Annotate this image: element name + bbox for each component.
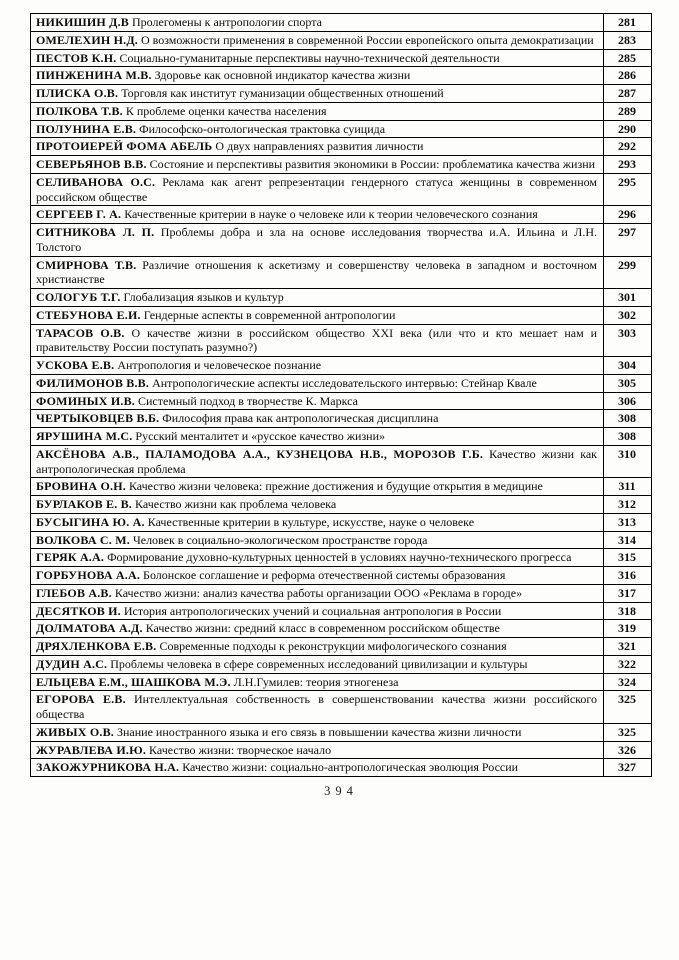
table-row: [31, 445, 652, 478]
table-row: [31, 14, 652, 32]
entry-text: [31, 256, 604, 289]
entry-author: ДЕСЯТКОВ И.: [36, 603, 121, 618]
toc-table: [30, 13, 652, 777]
entry-title: Русский менталитет и «русское качество жизни»: [132, 429, 386, 443]
entry-text: [31, 513, 604, 531]
entry-text: [31, 691, 604, 724]
entry-author: ЖУРАВЛЕВА И.Ю.: [36, 742, 147, 757]
entry-author: ФИЛИМОНОВ В.В.: [36, 375, 150, 390]
entry-title: Качество жизни: анализ качества работы организации ООО «Реклама в городе»: [111, 585, 523, 600]
entry-page: 322: [604, 655, 652, 673]
entry-author: ПОЛКОВА Т.В.: [36, 103, 123, 118]
entry-page: 293: [604, 156, 652, 174]
entry-author: УСКОВА Е.В.: [36, 358, 115, 372]
entry-text: [31, 759, 604, 777]
entry-page: 283: [604, 31, 652, 49]
entry-text: [31, 549, 604, 567]
entry-page: 285: [604, 49, 652, 67]
entry-author: СЕВЕРЬЯНОВ В.В.: [36, 157, 147, 171]
table-row: [31, 620, 652, 638]
entry-text: [31, 173, 604, 206]
entry-text: [31, 723, 604, 741]
entry-page: 306: [604, 392, 652, 410]
entry-page: 311: [604, 478, 652, 496]
entry-title: Качество жизни человека: прежние достижения и будущие открытия в медицине: [125, 479, 543, 494]
entry-page: 304: [604, 357, 652, 375]
entry-page: 312: [604, 496, 652, 514]
entry-page: 289: [604, 102, 652, 120]
entry-text: [31, 357, 604, 375]
entry-text: [31, 673, 604, 691]
table-row: [31, 224, 652, 257]
entry-page: 321: [604, 638, 652, 656]
entry-author: ЖИВЫХ О.В.: [36, 724, 114, 739]
entry-title: Реклама как агент репрезентации гендерного статуса женщины в современном российском обществе: [36, 174, 597, 204]
entry-title: Гендерные аспекты в современной антропологии: [140, 307, 396, 322]
entry-title: Качественные критерии в науке о человеке или к теории человеческого сознания: [121, 207, 538, 222]
entry-page: 308: [604, 428, 652, 446]
entry-author: ТАРАСОВ О.В.: [36, 325, 125, 340]
entry-title: О возможности применения в современной России европейского опыта демократизации: [137, 32, 594, 47]
table-row: [31, 478, 652, 496]
entry-title: Социально-гуманитарные перспективы научно-технической деятельности: [116, 50, 500, 65]
entry-text: [31, 567, 604, 585]
table-row: [31, 102, 652, 120]
entry-author: СИТНИКОВА Л. П.: [36, 225, 155, 239]
entry-text: [31, 85, 604, 103]
table-row: [31, 759, 652, 777]
table-row: [31, 723, 652, 741]
entry-page: 313: [604, 513, 652, 531]
entry-title: Человек в социально-экологическом пространстве города: [129, 532, 428, 547]
entry-author: ЗАКОЖУРНИКОВА Н.А.: [36, 760, 180, 775]
entry-text: [31, 584, 604, 602]
entry-page: 290: [604, 120, 652, 138]
entry-author: ПЛИСКА О.В.: [36, 86, 119, 100]
entry-text: [31, 49, 604, 67]
entry-text: [31, 31, 604, 49]
entry-page: 324: [604, 673, 652, 691]
entry-text: [31, 14, 604, 32]
entry-author: СМИРНОВА Т.В.: [36, 257, 137, 272]
entry-text: [31, 638, 604, 656]
entry-page: 305: [604, 374, 652, 392]
entry-text: [31, 120, 604, 138]
entry-text: [31, 306, 604, 324]
entry-page: 325: [604, 723, 652, 741]
table-row: [31, 602, 652, 620]
entry-author: ПОЛУНИНА Е.В.: [36, 121, 137, 136]
table-row: [31, 410, 652, 428]
entry-author: ФОМИНЫХ И.В.: [36, 393, 135, 408]
entry-author: АКСЁНОВА А.В., ПАЛАМОДОВА А.А., КУЗНЕЦОВА Н.В., МОРОЗОВ Г.Б.: [36, 446, 484, 461]
entry-title: Проблемы человека в сфере современных исследований цивилизации и культуры: [107, 656, 528, 671]
entry-author: ГОРБУНОВА А.А.: [36, 568, 141, 582]
table-row: [31, 120, 652, 138]
entry-text: [31, 410, 604, 428]
entry-text: [31, 374, 604, 392]
entry-author: СТЕБУНОВА Е.И.: [36, 307, 141, 322]
entry-page: 325: [604, 691, 652, 724]
entry-text: [31, 324, 604, 357]
entry-title: Современные подходы к реконструкции мифологического сознания: [156, 639, 507, 653]
entry-page: 326: [604, 741, 652, 759]
entry-text: [31, 602, 604, 620]
entry-text: [31, 392, 604, 410]
entry-title: Антропология и человеческое познание: [114, 358, 322, 372]
entry-text: [31, 67, 604, 85]
entry-author: ДУДИН А.С.: [36, 656, 108, 671]
entry-text: [31, 102, 604, 120]
entry-author: ОМЕЛЕХИН Н.Д.: [36, 32, 138, 47]
entry-author: ДРЯХЛЕНКОВА Е.В.: [36, 639, 157, 653]
entry-author: БРОВИНА О.Н.: [36, 479, 126, 494]
entry-page: 295: [604, 173, 652, 206]
entry-author: СЕРГЕЕВ Г. А.: [36, 207, 122, 222]
entry-title: Глобализация языков и культур: [120, 290, 284, 304]
entry-text: [31, 496, 604, 514]
entry-title: Философско-онтологическая трактовка суицида: [136, 121, 386, 136]
entry-text: [31, 289, 604, 307]
entry-title: Антропологические аспекты исследовательского интервью: Стейнар Квале: [149, 375, 537, 390]
entry-page: 292: [604, 138, 652, 156]
entry-text: [31, 428, 604, 446]
entry-title: Качество жизни: социально-антропологическая эволюция России: [179, 760, 519, 775]
entry-page: 303: [604, 324, 652, 357]
table-row: [31, 67, 652, 85]
entry-title: Интеллектуальная собственность в совершенствовании качества жизни российского общества: [36, 692, 597, 721]
entry-author: СОЛОГУБ Т.Г.: [36, 290, 121, 304]
entry-text: [31, 138, 604, 156]
table-row: [31, 306, 652, 324]
entry-title: Болонское соглашение и реформа отечественной системы образования: [140, 568, 506, 582]
entry-page: 318: [604, 602, 652, 620]
entry-author: БУСЫГИНА Ю. А.: [36, 514, 145, 529]
entry-page: 308: [604, 410, 652, 428]
entry-page: 310: [604, 445, 652, 478]
entry-author: ПРОТОИЕРЕЙ ФОМА АБЕЛЬ: [36, 139, 213, 154]
table-row: [31, 392, 652, 410]
entry-author: ВОЛКОВА С. М.: [36, 532, 130, 547]
entry-page: 314: [604, 531, 652, 549]
entry-page: 301: [604, 289, 652, 307]
entry-title: История антропологических учений и социальная антропология в России: [120, 603, 502, 618]
entry-page: 287: [604, 85, 652, 103]
entry-text: [31, 224, 604, 257]
entry-page: 315: [604, 549, 652, 567]
table-row: [31, 513, 652, 531]
table-row: [31, 655, 652, 673]
entry-title: Проблемы добра и зла на основе исследования творчества и.А. Ильина и Л.Н. Толстого: [36, 225, 597, 254]
entry-author: ДОЛМАТОВА А.Д.: [36, 621, 143, 636]
entry-author: ПЕСТОВ К.Н.: [36, 50, 117, 65]
entry-page: 286: [604, 67, 652, 85]
table-row: [31, 428, 652, 446]
page-number-footer: 394: [324, 784, 358, 798]
entry-title: К проблеме оценки качества населения: [122, 103, 327, 118]
table-row: [31, 638, 652, 656]
entry-title: Качество жизни: творческое начало: [146, 742, 332, 757]
entry-title: Торговля как институт гуманизации общественных отношений: [118, 86, 444, 100]
entry-page: 281: [604, 14, 652, 32]
table-row: [31, 374, 652, 392]
entry-page: 319: [604, 620, 652, 638]
table-row: [31, 156, 652, 174]
table-row: [31, 324, 652, 357]
entry-title: О качестве жизни в российском общество XXI века (или что и кто мешает нам и правительству России поступать разумно?): [36, 325, 597, 355]
entry-title: Философия права как антропологическая дисциплина: [159, 411, 439, 426]
entry-title: Качество жизни: средний класс в современном российском обществе: [142, 621, 500, 636]
entry-title: Состояние и перспективы развития экономики в России: проблематика качества жизни: [146, 157, 596, 171]
entry-title: Качественные критерии в культуре, искусстве, науке о человеке: [144, 514, 475, 529]
table-row: [31, 691, 652, 724]
entry-text: [31, 741, 604, 759]
table-row: [31, 173, 652, 206]
entry-author: БУРЛАКОВ Е. В.: [36, 497, 133, 511]
entry-title: Знание иностранного языка и его связь в повышении качества жизни личности: [114, 724, 522, 739]
table-row: [31, 85, 652, 103]
table-row: [31, 496, 652, 514]
table-row: [31, 357, 652, 375]
entry-page: 296: [604, 206, 652, 224]
entry-author: СЕЛИВАНОВА О.С.: [36, 174, 156, 189]
entry-title: Здоровье как основной индикатор качества жизни: [151, 68, 411, 83]
entry-page: 299: [604, 256, 652, 289]
entry-author: ЕЛЬЦЕВА Е.М., ШАШКОВА М.Э.: [36, 674, 231, 689]
entry-page: 302: [604, 306, 652, 324]
entry-author: ЕГОРОВА Е.В.: [36, 692, 126, 707]
entry-author: ЯРУШИНА М.С.: [36, 429, 133, 443]
table-row: [31, 206, 652, 224]
table-row: [31, 549, 652, 567]
entry-text: [31, 478, 604, 496]
entry-author: ГЛЕБОВ А.В.: [36, 585, 112, 600]
table-row: [31, 741, 652, 759]
entry-text: [31, 655, 604, 673]
entry-page: 327: [604, 759, 652, 777]
entry-title: Формирование духовно-культурных ценностей в условиях научно-технического прогресса: [104, 550, 572, 565]
table-row: [31, 49, 652, 67]
entry-title: Л.Н.Гумилев: теория этногенеза: [230, 674, 399, 689]
entry-text: [31, 206, 604, 224]
table-row: [31, 673, 652, 691]
entry-text: [31, 156, 604, 174]
entry-text: [31, 620, 604, 638]
entry-page: 317: [604, 584, 652, 602]
table-row: [31, 256, 652, 289]
entry-title: О двух направлениях развития личности: [212, 139, 424, 154]
table-row: [31, 584, 652, 602]
entry-page: 297: [604, 224, 652, 257]
entry-author: НИКИШИН Д.В: [36, 15, 130, 29]
entry-page: 316: [604, 567, 652, 585]
entry-title: Пролегомены к антропологии спорта: [129, 15, 322, 29]
entry-title: Различие отношения к аскетизму и совершенству человека в западном и восточном христианстве: [36, 257, 597, 287]
entry-text: [31, 531, 604, 549]
table-row: [31, 31, 652, 49]
entry-title: Системный подход в творчестве К. Маркса: [134, 393, 358, 408]
toc-body: [31, 14, 652, 777]
entry-author: ЧЕРТЫКОВЦЕВ В.Б.: [36, 411, 160, 426]
table-row: [31, 138, 652, 156]
entry-title: Качество жизни как антропологическая проблема: [36, 446, 597, 476]
entry-author: ПИНЖЕНИНА М.В.: [36, 68, 152, 83]
entry-title: Качество жизни как проблема человека: [132, 497, 337, 511]
table-row: [31, 531, 652, 549]
table-row: [31, 289, 652, 307]
entry-author: ГЕРЯК А.А.: [36, 550, 105, 565]
table-row: [31, 567, 652, 585]
entry-text: [31, 445, 604, 478]
